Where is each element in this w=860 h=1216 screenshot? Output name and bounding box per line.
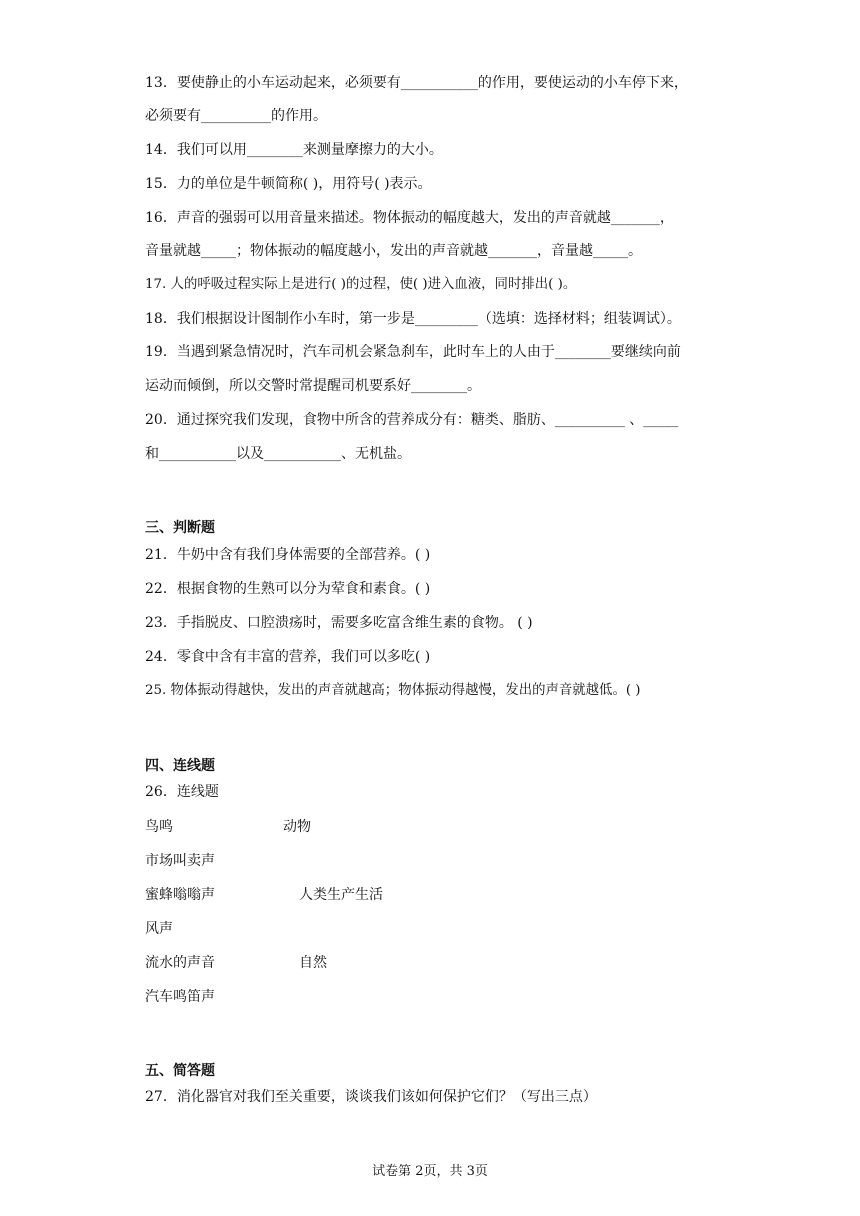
match-right-item: 自然 xyxy=(299,955,327,971)
match-right-item: 动物 xyxy=(283,819,311,835)
match-left-item: 流水的声音 xyxy=(145,955,215,971)
question-19-line-1: 19．当遇到紧急情况时，汽车司机会紧急刹车，此时车上的人由于________要继续向前 xyxy=(145,344,681,360)
match-right-item: 人类生产生活 xyxy=(299,887,383,903)
question-20-line-2: 和___________以及___________、无机盐。 xyxy=(145,446,411,462)
question-25: 25. 物体振动得越快，发出的声音就越高；物体振动得越慢，发出的声音就越低。( ) xyxy=(145,683,641,698)
question-22: 22．根据食物的生熟可以分为荤食和素食。( ) xyxy=(145,581,431,597)
question-15: 15．力的单位是牛顿简称( )，用符号( )表示。 xyxy=(145,176,432,192)
match-left-item: 风声 xyxy=(145,921,173,937)
match-left-item: 蜜蜂嗡嗡声 xyxy=(145,887,215,903)
section-4-title: 四、连线题 xyxy=(145,758,215,774)
question-24: 24．零食中含有丰富的营养，我们可以多吃( ) xyxy=(145,649,431,665)
question-13-line-2: 必须要有__________的作用。 xyxy=(145,108,327,124)
page-footer: 试卷第 2页，共 3页 xyxy=(372,1164,488,1179)
question-20-line-1: 20．通过探究我们发现，食物中所含的营养成分有：糖类、脂肪、__________ 、_____ xyxy=(145,412,679,428)
match-left-item: 鸟鸣 xyxy=(145,819,173,835)
question-16-line-2: 音量就越_____；物体振动的幅度越小，发出的声音就越_______，音量越_____。 xyxy=(145,243,642,259)
section-5-title: 五、简答题 xyxy=(145,1063,215,1079)
question-14: 14．我们可以用________来测量摩擦力的大小。 xyxy=(145,142,443,158)
question-26: 26．连线题 xyxy=(145,784,219,800)
question-17: 17. 人的呼吸过程实际上是进行( )的过程，使( )进入血液，同时排出( )。 xyxy=(145,277,577,292)
question-19-line-2: 运动而倾倒，所以交警时常提醒司机要系好________。 xyxy=(145,378,481,394)
question-21: 21．牛奶中含有我们身体需要的全部营养。( ) xyxy=(145,547,431,563)
match-left-item: 市场叫卖声 xyxy=(145,853,215,869)
match-left-item: 汽车鸣笛声 xyxy=(145,989,215,1005)
question-18: 18．我们根据设计图制作小车时，第一步是_________（选填：选择材料；组装调试）。 xyxy=(145,311,681,327)
question-27: 27．消化器官对我们至关重要，谈谈我们该如何保护它们？（写出三点） xyxy=(145,1089,597,1105)
section-3-title: 三、判断题 xyxy=(145,520,215,536)
question-23: 23．手指脱皮、口腔溃疡时，需要多吃富含维生素的食物。 ( ) xyxy=(145,615,533,631)
question-13-line-1: 13．要使静止的小车运动起来，必须要有___________的作用，要使运动的小车停下来， xyxy=(145,75,688,91)
question-16-line-1: 16．声音的强弱可以用音量来描述。物体振动的幅度越大，发出的声音就越_______， xyxy=(145,210,674,226)
